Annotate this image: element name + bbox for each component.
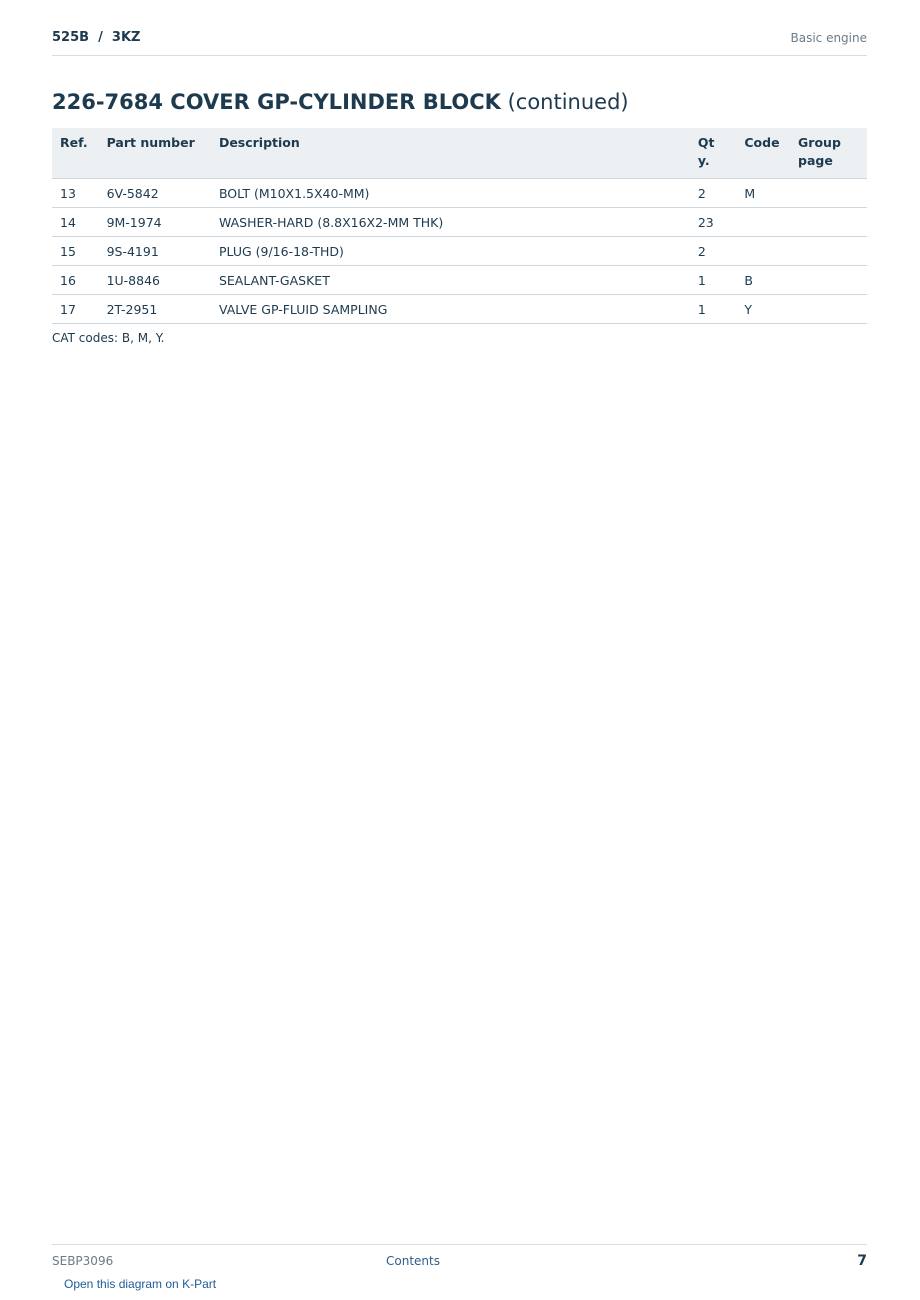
cell-part-number: 2T-2951 <box>99 295 211 324</box>
table-row <box>52 295 867 324</box>
cell-part-number: 9M-1974 <box>99 208 211 237</box>
cell-description: SEALANT-GASKET <box>211 266 690 295</box>
cell-code: B <box>736 266 790 295</box>
cell-ref: 14 <box>52 208 99 237</box>
cell-ref: 16 <box>52 266 99 295</box>
cell-part-number: 1U-8846 <box>99 266 211 295</box>
cell-qty: 2 <box>690 237 737 266</box>
parts-table <box>52 128 867 324</box>
cell-group-page <box>790 266 867 295</box>
page-footer <box>52 1244 867 1275</box>
contents-link[interactable]: Contents <box>386 1254 440 1268</box>
cell-part-number: 6V-5842 <box>99 179 211 208</box>
column-header-description: Description <box>211 128 690 179</box>
column-header-code: Code <box>736 128 790 179</box>
cell-code <box>736 237 790 266</box>
column-header-part-number: Part number <box>99 128 211 179</box>
kpart-diagram-link[interactable]: Open this diagram on K-Part <box>64 1277 217 1291</box>
cell-qty: 1 <box>690 266 737 295</box>
title-suffix: (continued) <box>507 90 629 114</box>
column-header-group-page: Group page <box>790 128 867 179</box>
page-number: 7 <box>857 1253 867 1269</box>
cell-part-number: 9S-4191 <box>99 237 211 266</box>
part-group-title: 226-7684 COVER GP-CYLINDER BLOCK <box>52 90 501 114</box>
cell-code <box>736 208 790 237</box>
cell-ref: 13 <box>52 179 99 208</box>
page-header <box>52 28 867 56</box>
table-row <box>52 266 867 295</box>
column-header-qty: Qty. <box>690 128 737 179</box>
cell-description: WASHER-HARD (8.8X16X2-MM THK) <box>211 208 690 237</box>
cell-group-page <box>790 237 867 266</box>
cat-codes-note: CAT codes: B, M, Y. <box>52 331 165 345</box>
cell-qty: 1 <box>690 295 737 324</box>
table-header-row <box>52 128 867 179</box>
page-title <box>52 90 629 114</box>
column-header-ref: Ref. <box>52 128 99 179</box>
cell-description: PLUG (9/16-18-THD) <box>211 237 690 266</box>
table-row <box>52 208 867 237</box>
cell-group-page <box>790 208 867 237</box>
cell-description: VALVE GP-FLUID SAMPLING <box>211 295 690 324</box>
cell-ref: 17 <box>52 295 99 324</box>
cell-description: BOLT (M10X1.5X40-MM) <box>211 179 690 208</box>
cell-code: M <box>736 179 790 208</box>
section-name: Basic engine <box>790 31 867 45</box>
table-row <box>52 237 867 266</box>
cell-code: Y <box>736 295 790 324</box>
cell-qty: 23 <box>690 208 737 237</box>
cell-ref: 15 <box>52 237 99 266</box>
document-id: SEBP3096 <box>52 1254 114 1268</box>
machine-model: 525B / 3KZ <box>52 30 141 45</box>
cell-group-page <box>790 179 867 208</box>
table-row <box>52 179 867 208</box>
cell-group-page <box>790 295 867 324</box>
cell-qty: 2 <box>690 179 737 208</box>
